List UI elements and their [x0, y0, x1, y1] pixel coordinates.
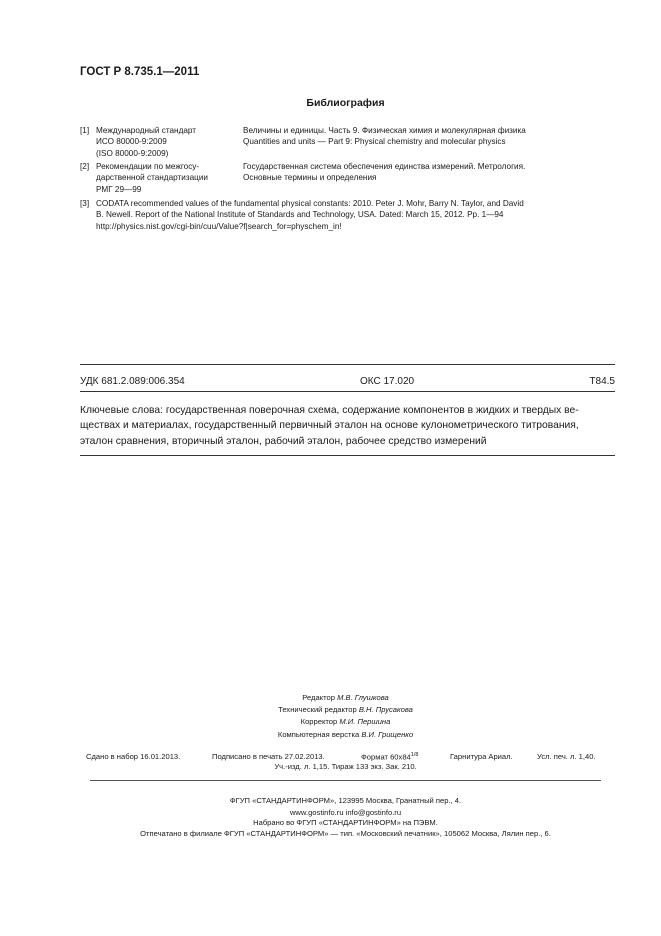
- imprint-format: Формат $60x84^{1/8}$: [361, 752, 419, 762]
- editorial-credits: [0, 692, 661, 741]
- source-line: РМГ 29—99: [96, 184, 142, 194]
- imprint-line-2: Уч.-изд. л. 1,15. Тираж 133 экз. Зак. 210.: [274, 762, 417, 771]
- imprint-signed: Подписано в печать 27.02.2013.: [212, 752, 325, 761]
- udk-code: УДК 681.2.089:006.354: [80, 376, 185, 387]
- description-line: Quantities and units — Part 9: Physical chemistry and molecular physics: [243, 137, 506, 147]
- source-line: ИСО 80000-9:2009: [96, 137, 167, 147]
- imprint-typeface: Гарнитура Ариал.: [450, 752, 513, 761]
- reference-number: [3]: [80, 199, 90, 208]
- keywords-line: Ключевые слова: государственная поверочная схема, содержание компонентов в жидких и твердых ве-: [80, 405, 579, 416]
- reference-text: [96, 198, 614, 232]
- publisher-typeset: Набрано во ФГУП «СТАНДАРТИНФОРМ» на ПЭВМ.: [253, 818, 438, 827]
- reference-source: [96, 161, 246, 195]
- divider: [90, 780, 601, 781]
- imprint-typeset: Сдано в набор 16.01.2013.: [86, 752, 181, 761]
- credit-person: М.В. Глушкова: [337, 693, 389, 702]
- oks-code: ОКС 17.020: [360, 376, 415, 387]
- keywords-line: ществах и материалах, государственный первичный эталон на основе кулонометрического титрования,: [80, 420, 579, 432]
- reference-number: [1]: [80, 126, 90, 135]
- description-line: Государственная система обеспечения единства измерений. Метрология.: [243, 162, 526, 171]
- description-line: Основные термины и определения: [243, 173, 377, 183]
- reference-line: B. Newell. Report of the National Institute of Standards and Technology, USA. Dated: March 15, 2012. Pp. 1—94: [96, 210, 504, 220]
- credit-person: В.И. Грищенко: [361, 729, 414, 739]
- reference-description: [243, 161, 615, 184]
- reference-source: [96, 125, 246, 159]
- format-fraction: 1/8: [410, 752, 419, 758]
- keywords-block: [80, 403, 615, 449]
- imprint-print-sheets: Усл. печ. л. 1,40.: [537, 752, 596, 761]
- divider: [80, 455, 615, 456]
- source-line: Международный стандарт: [96, 126, 197, 135]
- credit-person: М.И. Першина: [339, 717, 391, 727]
- reference-number: [2]: [80, 162, 90, 171]
- credit-line: Редактор М.В. Глушкова: [302, 693, 389, 702]
- description-line: Величины и единицы. Часть 9. Физическая химия и молекулярная физика: [243, 126, 526, 135]
- reference-line: http://physics.nist.gov/cgi-bin/cuu/Value?f|search_for=physchem_in!: [96, 221, 342, 231]
- source-line: дарственной стандартизации: [96, 173, 208, 183]
- divider: [80, 364, 615, 365]
- reference-line: CODATA recommended values of the fundamental physical constants: 2010. Peter J. Mohr, Barry N. Taylor, and David: [96, 199, 524, 208]
- keywords-line: эталон сравнения, вторичный эталон, рабочий эталон, рабочее средство измерений: [80, 435, 487, 447]
- bibliography-title: Библиография: [306, 97, 385, 109]
- publisher-printed: Отпечатано в филиале ФГУП «СТАНДАРТИНФОРМ» — тип. «Московский печатник», 105062 Москва, Лялин пер., 6.: [140, 829, 551, 838]
- reference-description: [243, 125, 615, 148]
- okstu-code: Т84.5: [589, 376, 615, 387]
- credit-line: Технический редактор В.Н. Прусакова: [278, 705, 413, 715]
- publisher-address: ФГУП «СТАНДАРТИНФОРМ», 123995 Москва, Гранатный пер., 4.: [229, 796, 462, 805]
- credit-line: Корректор М.И. Першина: [300, 717, 391, 727]
- source-line: (ISO 80000-9:2009): [96, 148, 169, 158]
- credit-line: Компьютерная верстка В.И. Грищенко: [277, 729, 414, 739]
- standard-number: ГОСТ Р 8.735.1—2011: [80, 66, 200, 78]
- credit-person: В.Н. Прусакова: [358, 705, 413, 715]
- publisher-web: www.gostinfo.ru info@gostinfo.ru: [289, 808, 402, 817]
- source-line: Рекомендации по межгосу-: [96, 162, 200, 171]
- divider: [80, 391, 615, 392]
